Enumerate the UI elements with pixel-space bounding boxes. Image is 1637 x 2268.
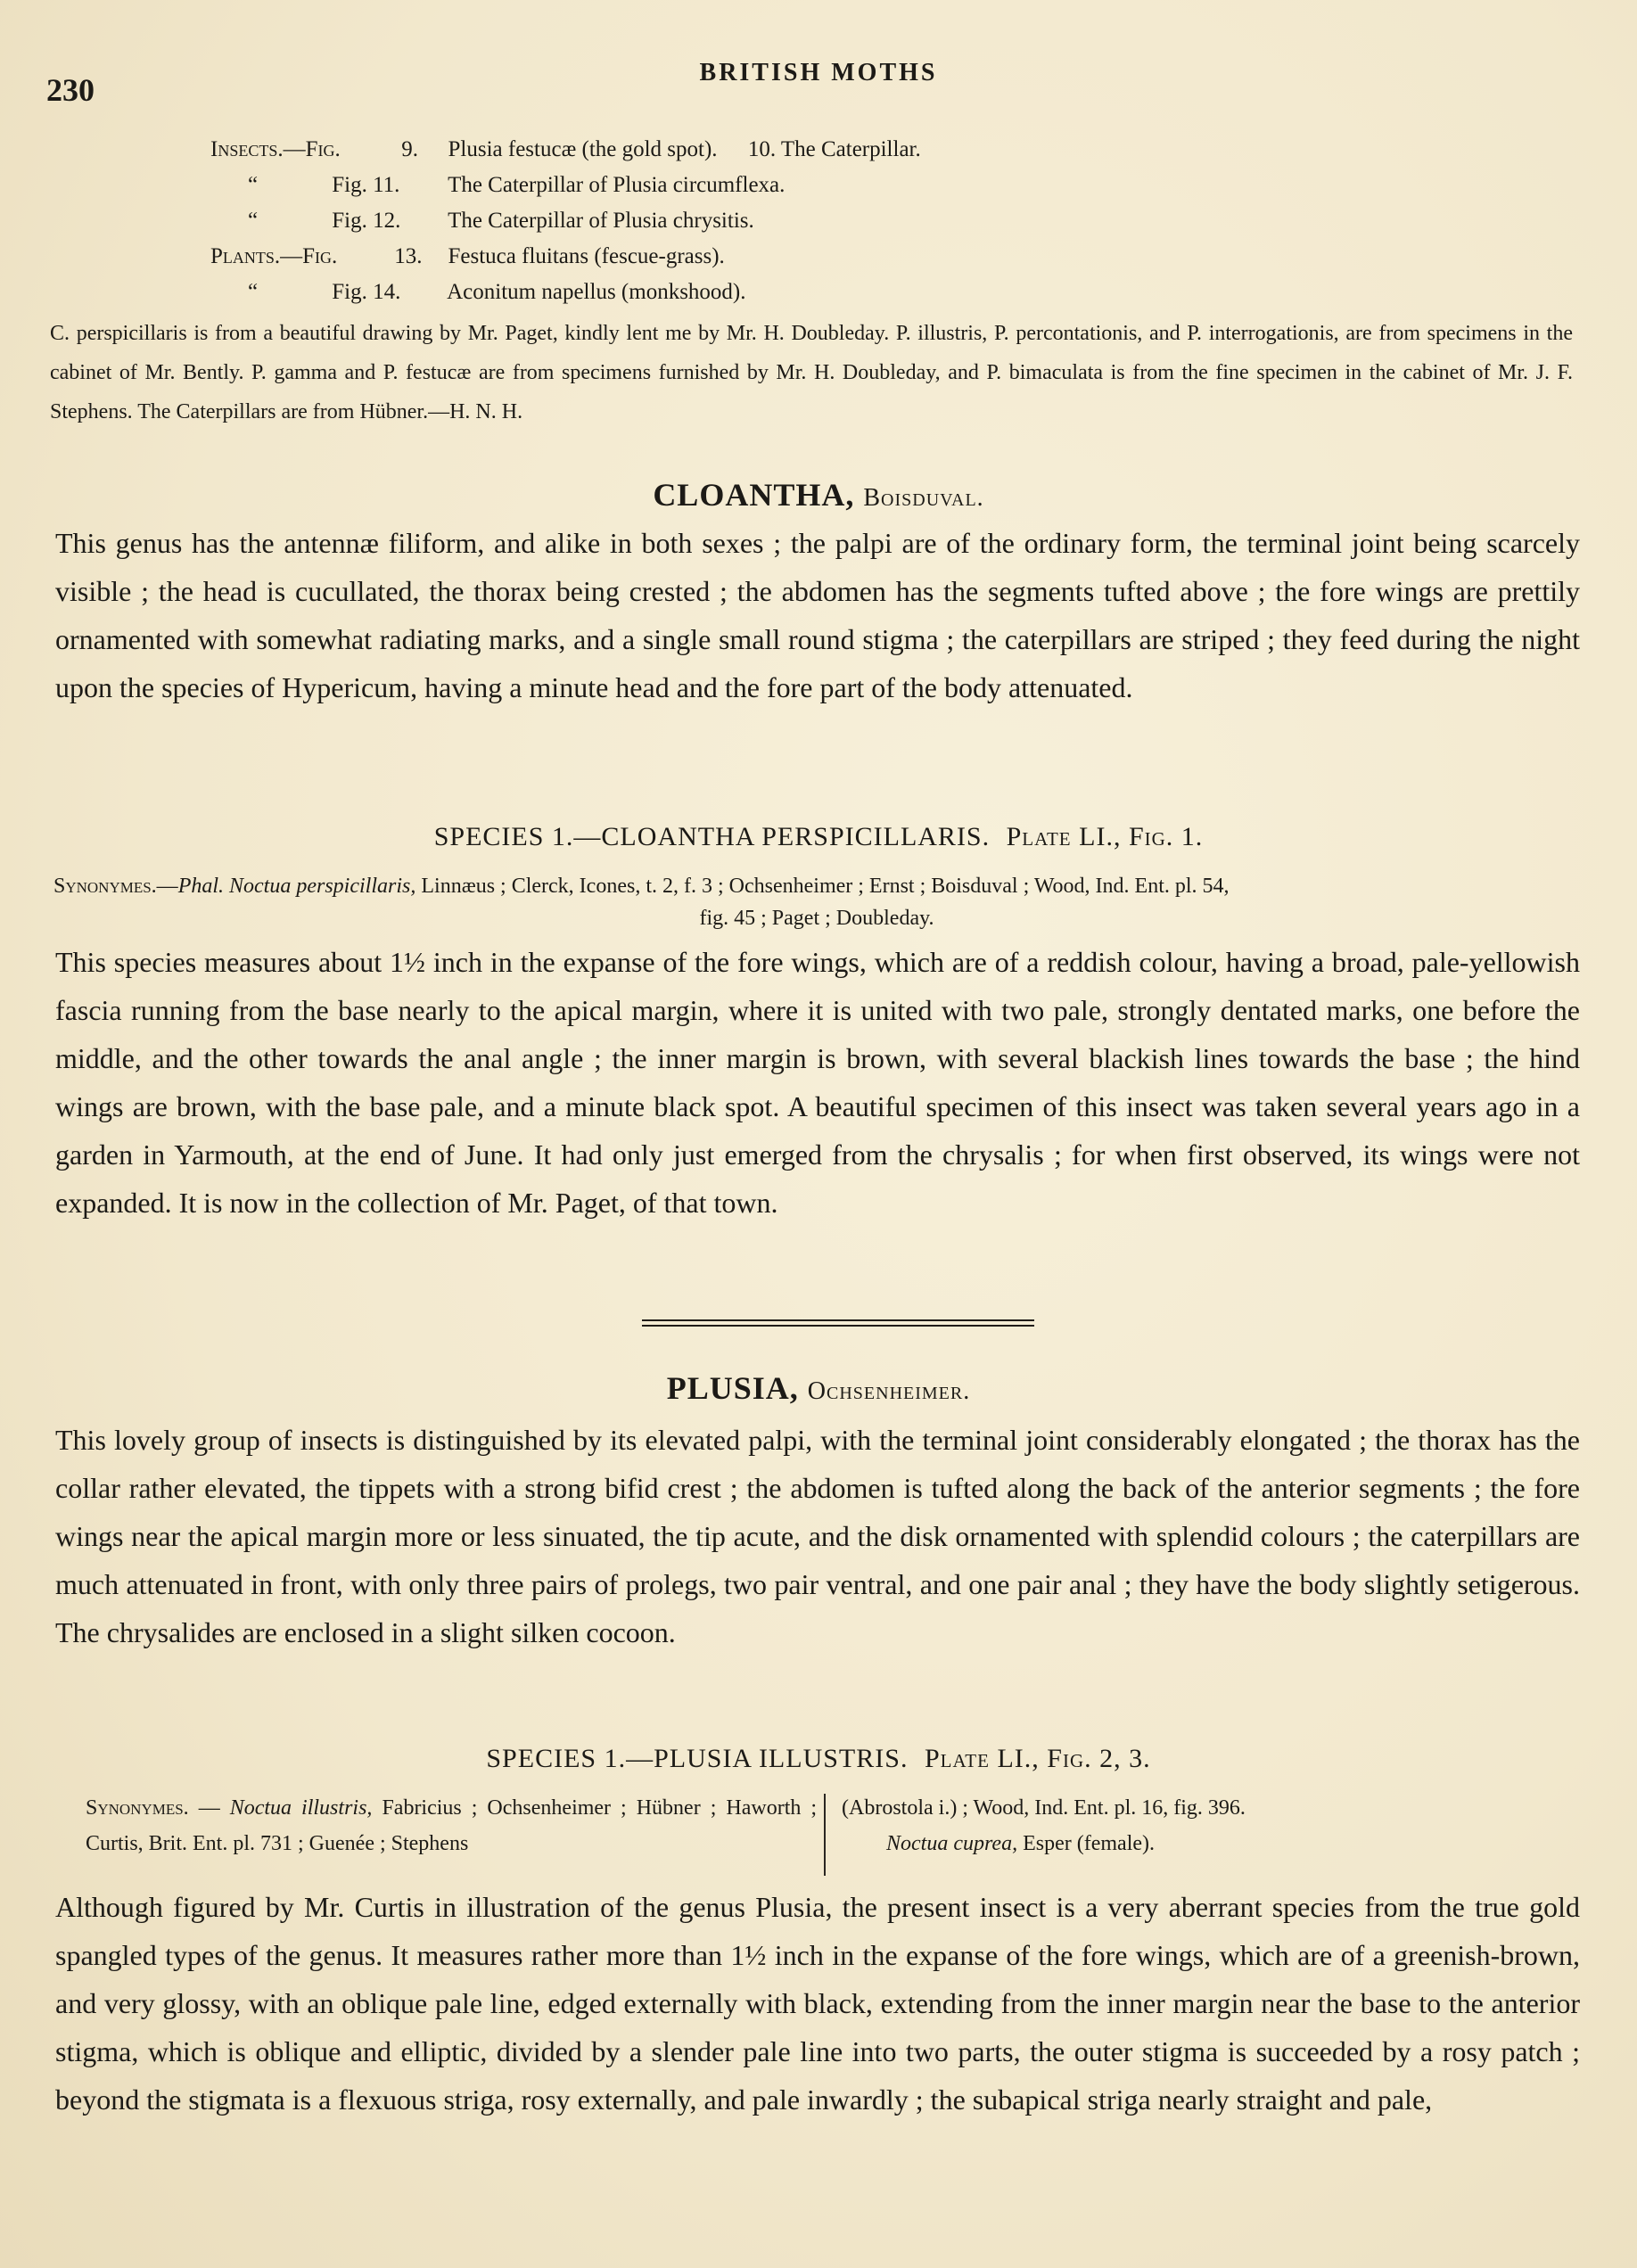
plate-list-extra: 10. The Caterpillar. [747, 137, 921, 161]
plate-list-text: Plusia festucæ (the gold spot). [448, 137, 718, 161]
genus-author: Ochsenheimer. [807, 1377, 971, 1405]
genus-heading-cloantha [0, 476, 1637, 514]
synonymes-italic: Noctua illustris, [229, 1796, 373, 1820]
plate-list-fig: Fig. 14. [332, 280, 401, 304]
plate-list-text: The Caterpillar of Plusia circumflexa. [448, 173, 786, 197]
plate-list-row [210, 275, 921, 310]
plate-list-text: The Caterpillar of Plusia chrysitis. [448, 209, 754, 233]
plate-list-text: Aconitum napellus (monkshood). [447, 280, 746, 304]
species-title: SPECIES 1.—PLUSIA ILLUSTRIS. [486, 1744, 909, 1773]
cloantha-species-text: This species measures about 1½ inch in the expanse of the fore wings, which are of a reddish colour, having a broad, pale-yellowish fascia running from the base nearly to the apical margin, where it is united with two pale, strongly dentated marks, one before the middle, and the other towards the anal angle ; the inner margin is brown, with several blackish lines towards the base ; the hind wings are brown, with the base pale, and a minute black spot. A beautiful specimen of this insect was taken several years ago in a garden in Yarmouth, at the end of June. It had only just emerged from the chrysalis ; for when first observed, its wings were not expanded. It is now in the collection of Mr. Paget, of that town. [55, 946, 1580, 1219]
synonymes-line2: fig. 45 ; Paget ; Doubleday. [699, 907, 934, 930]
running-title: BRITISH MOTHS [699, 59, 938, 86]
plusia-synonymes-right [842, 1790, 1519, 1861]
synonymes-right-italic: Noctua cuprea, [886, 1832, 1018, 1855]
plate-list-label: Insects.—Fig. [210, 137, 341, 161]
synonymes-text: Fabricius ; Ochsenheimer ; Hübner ; Haworth ; Curtis, Brit. Ent. pl. 731 ; Guenée ; Stephens [86, 1796, 818, 1855]
plusia-description: This lovely group of insects is distinguished by its elevated palpi, with the terminal joint considerably elongated ; the thorax has the collar rather elevated, the tippets with a strong bifid crest ; the abdomen is tufted along the back of the anterior segments ; the fore wings near the apical margin more or less sinuated, the tip acute, and the disk ornamented with splendid colours ; the caterpillars are much attenuated in front, with only three pairs of prolegs, two pair ventral, and one pair anal ; they have the body slightly setigerous. The chrysalides are enclosed in a slight silken cocoon. [55, 1424, 1580, 1648]
plate-list-fig: 9. [401, 137, 418, 161]
plate-list-row [210, 203, 921, 239]
plate-list-label: “ [248, 173, 259, 197]
species-plate: Plate LI., Fig. 1. [1006, 822, 1204, 851]
genus-author: Boisduval. [863, 484, 984, 512]
plusia-species-text: Although figured by Mr. Curtis in illustration of the genus Plusia, the present insect is a very aberrant species from the true gold spangled types of the genus. It measures rather more than 1½ inch in the expanse of the fore wings, which are of a greenish-brown, and very glossy, with an oblique pale line, edged externally with black, extending from the inner margin near the base to the anterior stigma, which is oblique and elliptic, divided by a slender pale line into two parts, the outer stigma is succeeded by a rosy patch ; beyond the stigmata is a flexuous striga, rosy externally, and pale inwardly ; the subapical striga nearly straight and pale, [55, 1891, 1580, 2116]
plate-figure-list [210, 132, 921, 310]
synonymes-line1: Linnæus ; Clerck, Icones, t. 2, f. 3 ; Ochsenheimer ; Ernst ; Boisduval ; Wood, Ind. Ent. pl. 54, [421, 875, 1230, 898]
plate-list-fig: 13. [394, 244, 423, 268]
plate-list-row [210, 239, 921, 275]
synonymes-right-line1: (Abrostola i.) ; Wood, Ind. Ent. pl. 16, fig. 396. [842, 1796, 1246, 1820]
genus-name: PLUSIA, [666, 1370, 799, 1406]
cloantha-description: This genus has the antennæ filiform, and alike in both sexes ; the palpi are of the ordinary form, the terminal joint being scarcely visible ; the head is cucullated, the thorax being crested ; the abdomen has the segments tufted above ; the fore wings are prettily ornamented with somewhat radiating marks, and a single small round stigma ; the caterpillars are striped ; they feed during the night upon the species of Hypericum, having a minute head and the fore part of the body attenuated. [55, 527, 1580, 703]
plate-list-label: “ [248, 280, 259, 304]
species-title: SPECIES 1.—CLOANTHA PERSPICILLARIS. [433, 822, 991, 851]
plate-list-row [210, 132, 921, 168]
plate-list-fig: Fig. 11. [332, 173, 400, 197]
synonymes-italic: Phal. Noctua perspicillaris, [177, 875, 416, 898]
section-divider [642, 1319, 1034, 1328]
synonymes-label: Synonymes.— [53, 875, 178, 898]
plusia-synonymes-left [86, 1790, 817, 1861]
synonymes-label: Synonymes. — [86, 1796, 220, 1820]
synonymes-right-text: Esper (female). [1023, 1832, 1156, 1855]
plate-list-text: Festuca fluitans (fescue-grass). [448, 244, 725, 268]
plate-list-fig: Fig. 12. [332, 209, 401, 233]
credit-note: C. perspicillaris is from a beautiful drawing by Mr. Paget, kindly lent me by Mr. H. Doubleday. P. illustris, P. percontationis, and P. interrogationis, are from specimens in the cabinet of Mr. Bently. P. gamma and P. festucæ are from specimens furnished by Mr. H. Doubleday, and P. bimaculata is from the fine specimen in the cabinet of Mr. J. F. Stephens. The Caterpillars are from Hübner.—H. N. H. [50, 322, 1573, 423]
plate-list-label: “ [248, 209, 259, 233]
genus-name: CLOANTHA, [653, 477, 855, 513]
species-heading-plusia [0, 1744, 1637, 1774]
page-number: 230 [46, 72, 95, 108]
plate-list-row [210, 168, 921, 203]
species-plate: Plate LI., Fig. 2, 3. [924, 1744, 1151, 1773]
cloantha-synonymes [53, 870, 1580, 934]
species-heading-cloantha [0, 822, 1637, 852]
plate-list-label: Plants.—Fig. [210, 244, 338, 268]
genus-heading-plusia [0, 1369, 1637, 1407]
synonymes-column-rule [824, 1794, 826, 1876]
